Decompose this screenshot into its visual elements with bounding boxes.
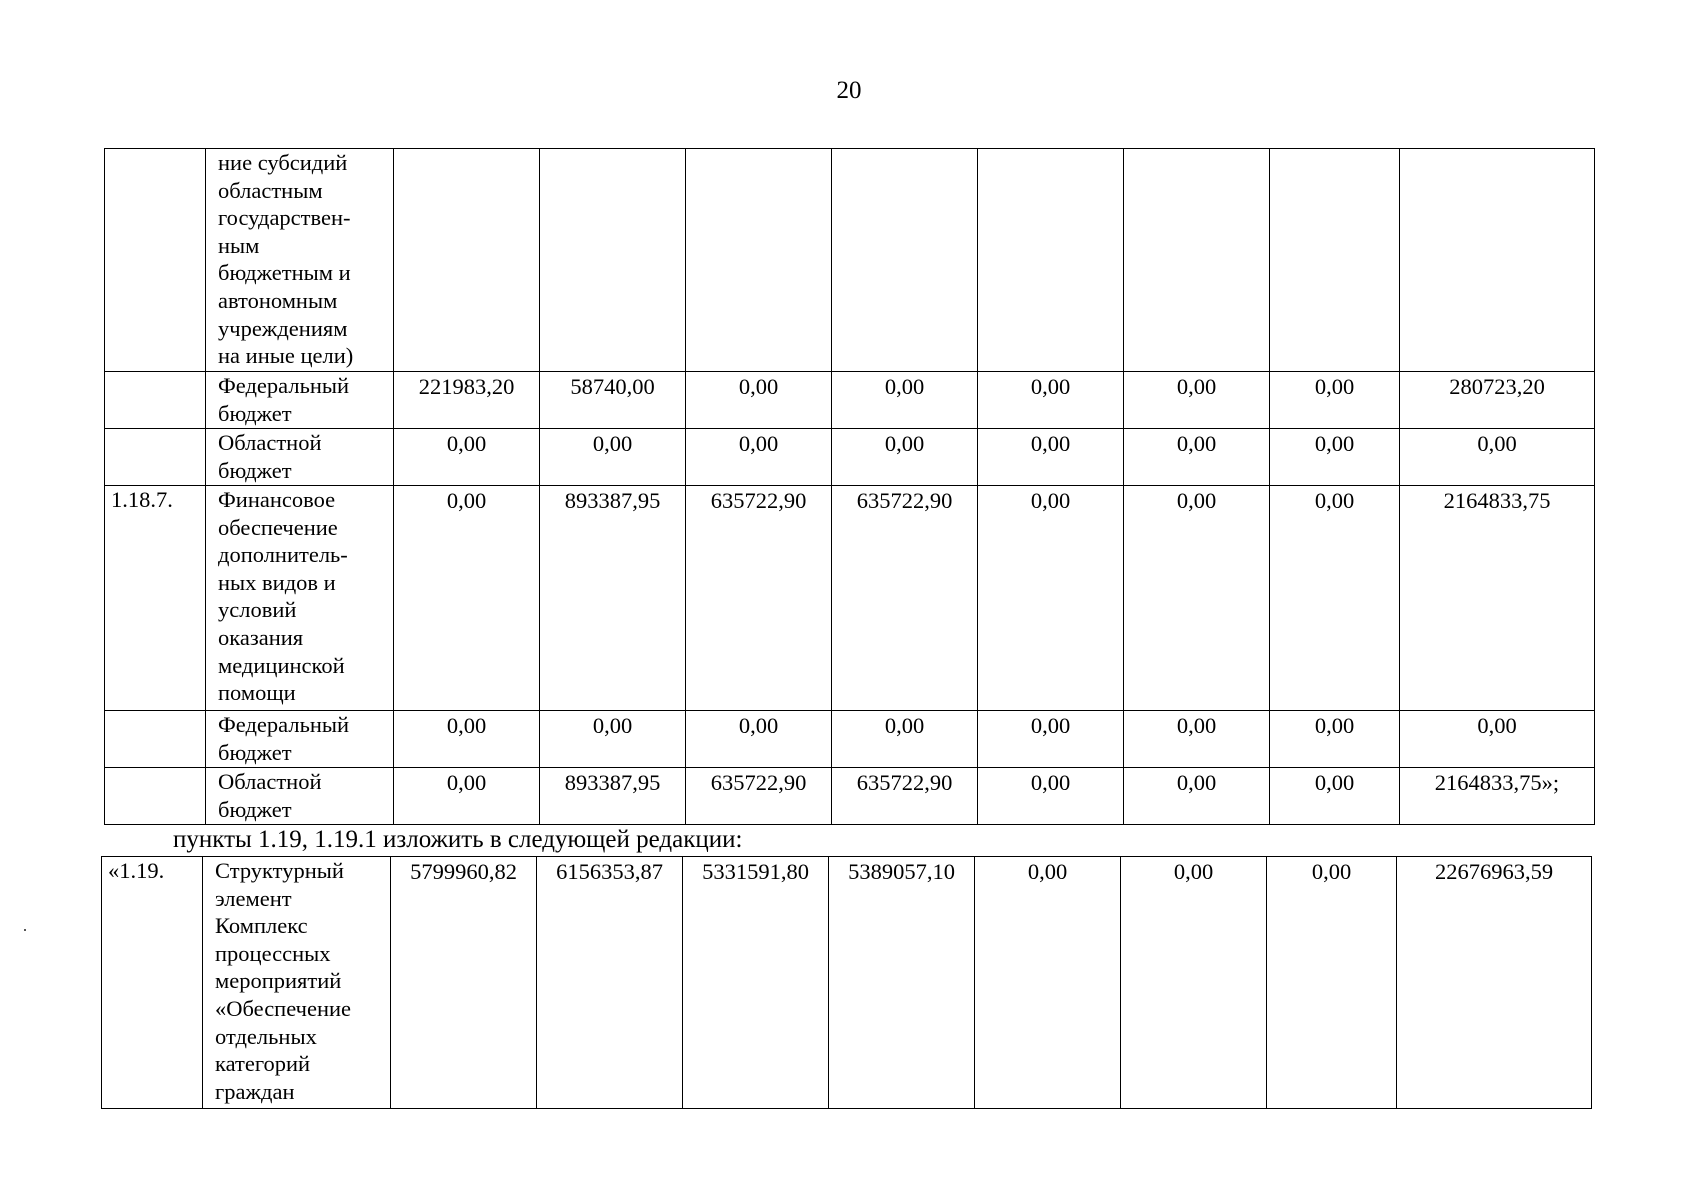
year-value-cell: 0,00 [978, 768, 1124, 825]
year-value-cell: 0,00 [1124, 429, 1270, 486]
total-value-cell: 22676963,59 [1397, 857, 1592, 1109]
table-row [105, 149, 1595, 372]
year-value-cell: 5389057,10 [829, 857, 975, 1109]
budget-table-new-section [101, 856, 1592, 1109]
item-name-cell: Областной бюджет [206, 429, 394, 486]
budget-table-continued [104, 148, 1595, 825]
item-name-cell: Федеральный бюджет [206, 711, 394, 768]
year-value-cell: 0,00 [1270, 372, 1400, 429]
year-value-cell [540, 149, 686, 372]
table-row [102, 857, 1592, 1109]
year-value-cell: 635722,90 [832, 486, 978, 711]
total-value-cell: 0,00 [1400, 429, 1595, 486]
year-value-cell: 6156353,87 [537, 857, 683, 1109]
item-name-cell: ние субсидий областным государствен- ным бюджетным и автономным учреждениям на иные цели) [206, 149, 394, 372]
item-name-cell: Федеральный бюджет [206, 372, 394, 429]
year-value-cell: 5799960,82 [391, 857, 537, 1109]
item-name-cell: Структурный элемент Комплекс процессных мероприятий «Обеспечение отдельных категорий граждан [203, 857, 391, 1109]
year-value-cell: 0,00 [686, 711, 832, 768]
year-value-cell: 0,00 [686, 429, 832, 486]
page-number: 20 [836, 77, 862, 104]
year-value-cell [394, 149, 540, 372]
amendment-instruction: пункты 1.19, 1.19.1 изложить в следующей редакции: [173, 826, 743, 853]
total-value-cell: 280723,20 [1400, 372, 1595, 429]
year-value-cell: 5331591,80 [683, 857, 829, 1109]
item-number-cell: 1.18.7. [105, 486, 206, 711]
year-value-cell: 0,00 [978, 486, 1124, 711]
year-value-cell: 58740,00 [540, 372, 686, 429]
year-value-cell: 0,00 [1124, 711, 1270, 768]
year-value-cell [978, 149, 1124, 372]
item-number-cell [105, 372, 206, 429]
year-value-cell: 0,00 [540, 711, 686, 768]
year-value-cell: 0,00 [394, 711, 540, 768]
year-value-cell: 0,00 [1267, 857, 1397, 1109]
year-value-cell [1124, 149, 1270, 372]
table-row [105, 711, 1595, 768]
year-value-cell [686, 149, 832, 372]
year-value-cell: 0,00 [1121, 857, 1267, 1109]
table-row [105, 486, 1595, 711]
table-row [105, 372, 1595, 429]
year-value-cell: 0,00 [540, 429, 686, 486]
year-value-cell: 0,00 [1270, 486, 1400, 711]
item-number-cell [105, 149, 206, 372]
year-value-cell: 221983,20 [394, 372, 540, 429]
year-value-cell: 0,00 [1124, 486, 1270, 711]
year-value-cell: 0,00 [394, 768, 540, 825]
total-value-cell: 2164833,75»; [1400, 768, 1595, 825]
year-value-cell: 0,00 [978, 429, 1124, 486]
total-value-cell: 2164833,75 [1400, 486, 1595, 711]
year-value-cell: 0,00 [1270, 711, 1400, 768]
year-value-cell: 0,00 [975, 857, 1121, 1109]
table-row [105, 768, 1595, 825]
year-value-cell: 0,00 [832, 372, 978, 429]
item-number-cell [105, 768, 206, 825]
year-value-cell [1270, 149, 1400, 372]
year-value-cell: 0,00 [394, 429, 540, 486]
year-value-cell: 0,00 [832, 711, 978, 768]
year-value-cell: 0,00 [832, 429, 978, 486]
total-value-cell: 0,00 [1400, 711, 1595, 768]
total-value-cell [1400, 149, 1595, 372]
year-value-cell: 0,00 [1124, 768, 1270, 825]
item-number-cell: «1.19. [102, 857, 203, 1109]
year-value-cell: 635722,90 [686, 768, 832, 825]
year-value-cell: 635722,90 [686, 486, 832, 711]
year-value-cell: 0,00 [1270, 768, 1400, 825]
year-value-cell: 0,00 [394, 486, 540, 711]
scan-speck [24, 929, 26, 931]
item-name-cell: Финансовое обеспечение дополнитель- ных видов и условий оказания медицинской помощи [206, 486, 394, 711]
year-value-cell: 0,00 [1270, 429, 1400, 486]
year-value-cell: 0,00 [686, 372, 832, 429]
year-value-cell: 635722,90 [832, 768, 978, 825]
year-value-cell: 893387,95 [540, 486, 686, 711]
item-number-cell [105, 429, 206, 486]
year-value-cell: 0,00 [978, 372, 1124, 429]
year-value-cell: 893387,95 [540, 768, 686, 825]
year-value-cell: 0,00 [978, 711, 1124, 768]
year-value-cell: 0,00 [1124, 372, 1270, 429]
table-row [105, 429, 1595, 486]
item-name-cell: Областной бюджет [206, 768, 394, 825]
item-number-cell [105, 711, 206, 768]
year-value-cell [832, 149, 978, 372]
